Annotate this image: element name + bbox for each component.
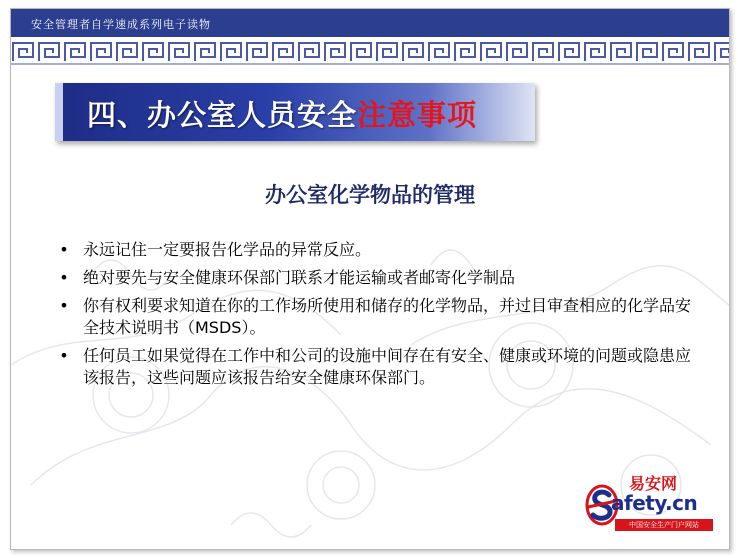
bullet-item [57, 295, 697, 339]
fret-border-decoration [11, 39, 729, 65]
bullet-item [57, 345, 697, 389]
bullet-marker: • [59, 268, 69, 287]
bullet-marker: • [59, 296, 69, 315]
series-title: 安全管理者自学速成系列电子读物 [31, 18, 211, 31]
logo-chinese-name: 易安网 [629, 474, 678, 493]
bullet-text: 绝对要先与安全健康环保部门联系才能运输或者邮寄化学制品 [83, 268, 516, 287]
slide-title [87, 93, 477, 134]
logo-tagline: 中国安全生产门户网站 [615, 519, 713, 531]
slide-subtitle: 办公室化学物品的管理 [265, 183, 475, 207]
bullet-text: 永远记住一定要报告化学品的异常反应。 [83, 240, 372, 259]
bullet-item [57, 267, 697, 289]
bullet-marker: • [59, 240, 69, 259]
bullet-item [57, 239, 697, 261]
logo-english-name: afety.cn [611, 491, 698, 515]
slide-title-accent: 注意事项 [357, 98, 478, 132]
bullet-text: 任何员工如果觉得在工作中和公司的设施中间存在有安全、健康或环境的问题或隐患应该报告，这些问题应该报告给安全健康环保部门。 [83, 346, 692, 387]
slide-title-main: 四、办公室人员安全 [87, 98, 358, 132]
bullet-text: 你有权利要求知道在你的工作场所使用和储存的化学物品，并过目审查相应的化学品安全技术说明书（MSDS）。 [83, 296, 692, 337]
bullet-list [57, 239, 697, 395]
title-banner-edge [55, 83, 63, 141]
site-logo [585, 471, 717, 539]
bullet-marker: • [59, 346, 69, 365]
slide [10, 8, 730, 550]
series-header-bar [11, 9, 729, 37]
